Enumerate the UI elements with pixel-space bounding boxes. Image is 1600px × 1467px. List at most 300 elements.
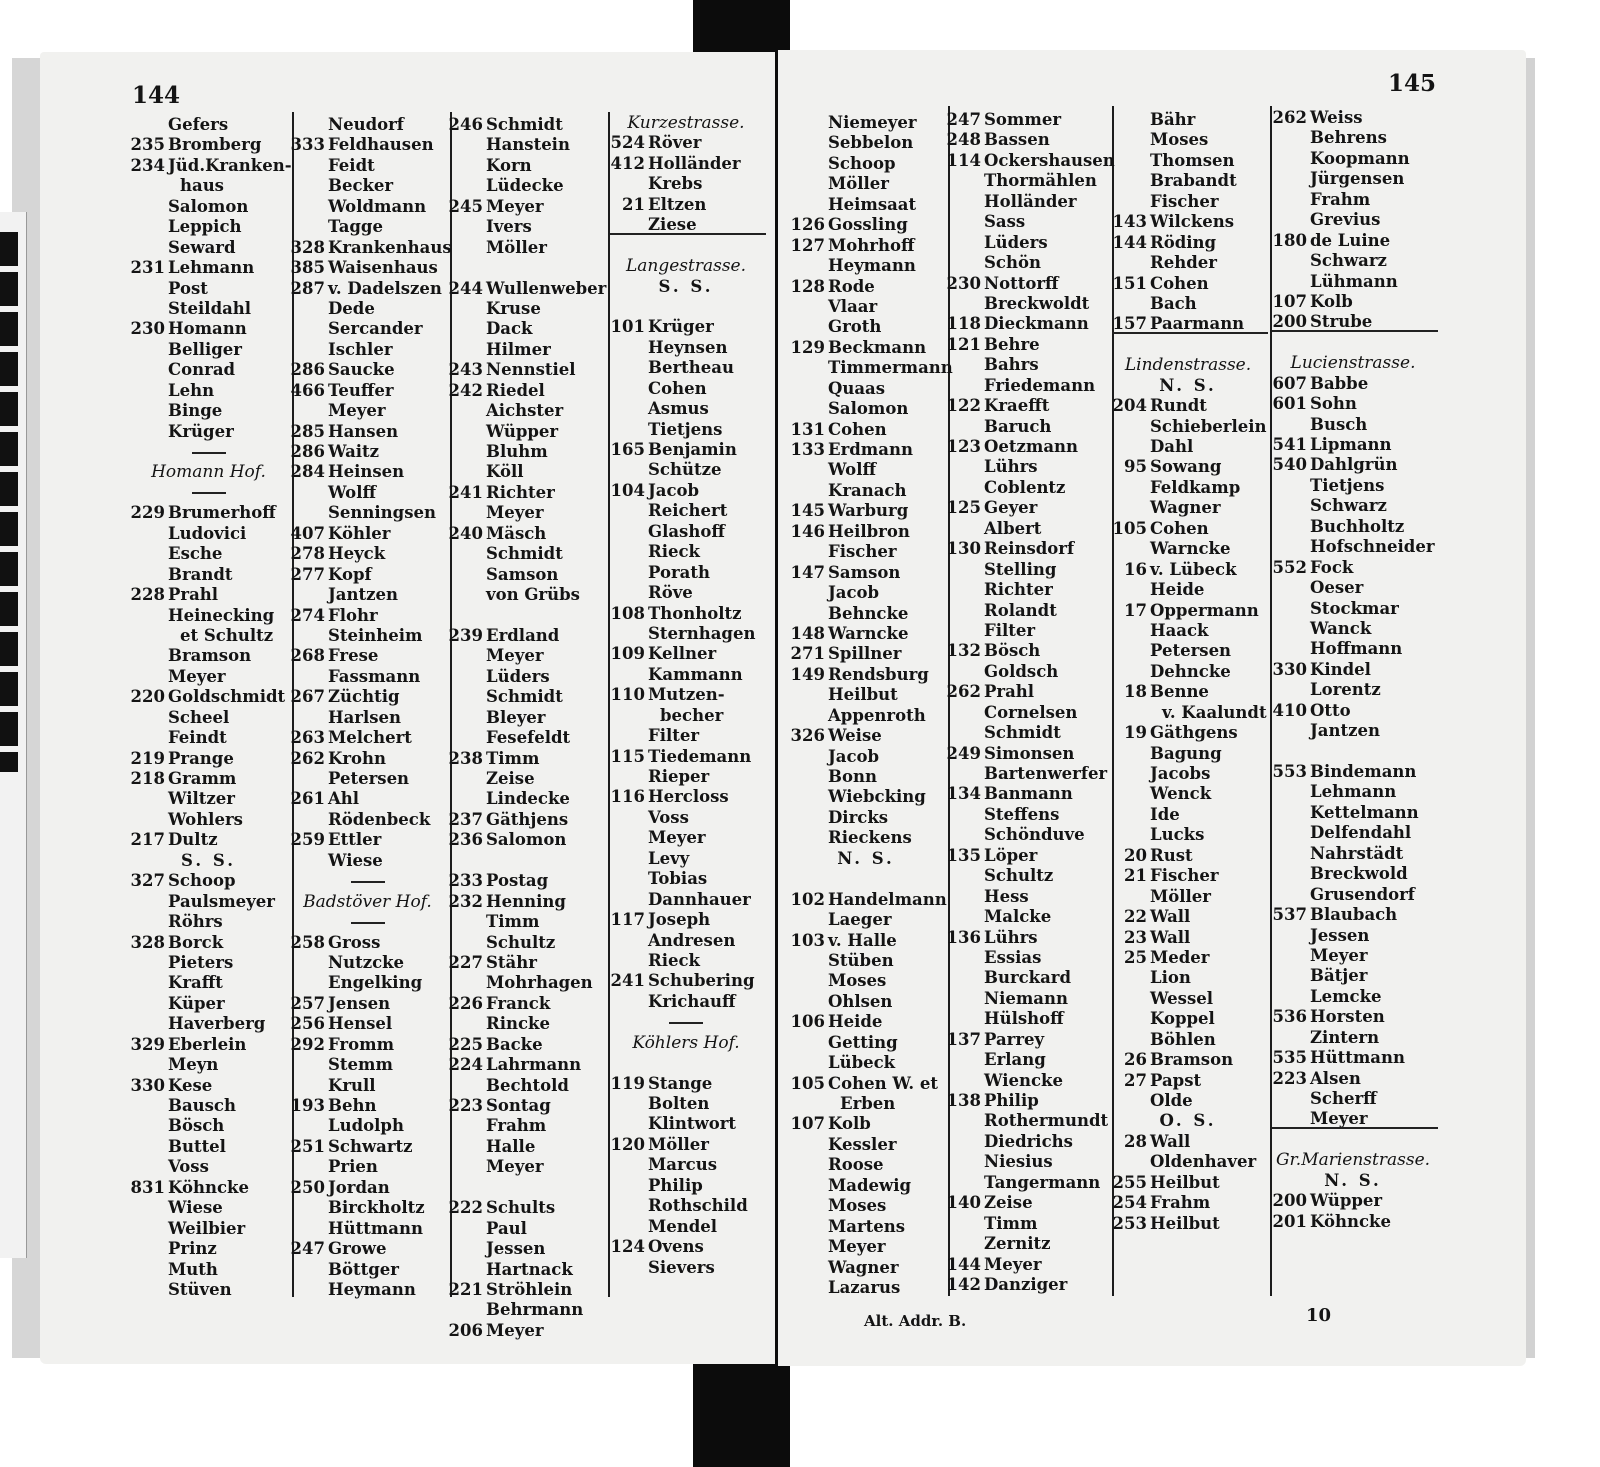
house-number: 143 (1112, 212, 1147, 232)
resident-name: becher (660, 705, 724, 725)
directory-entry (444, 156, 607, 176)
house-number: 106 (790, 1012, 825, 1032)
resident-name: Rothschild (648, 1196, 748, 1216)
directory-entry (786, 890, 946, 910)
directory-entry (786, 1278, 946, 1298)
resident-name: Birckholtz (328, 1198, 425, 1218)
resident-name: Schwartz (328, 1136, 413, 1156)
directory-entry (786, 542, 946, 562)
house-number: 136 (946, 927, 981, 947)
house-number: 278 (290, 544, 325, 564)
directory-entry (286, 1035, 449, 1055)
spacer (606, 236, 766, 256)
resident-name: Waitz (328, 442, 380, 461)
directory-entry (126, 258, 291, 278)
house-number: 20 (1124, 845, 1147, 865)
directory-entry (786, 767, 946, 787)
directory-entry (1268, 455, 1438, 475)
directory-entry (444, 933, 607, 953)
resident-name: Meyer (486, 196, 544, 216)
resident-name: Busch (1310, 414, 1368, 434)
directory-entry (444, 1300, 607, 1320)
resident-name: Wall (1150, 1131, 1191, 1151)
resident-name: Heymann (328, 1279, 416, 1299)
directory-entry (1108, 274, 1268, 294)
resident-name: Appenroth (828, 705, 926, 725)
resident-name: Bausch (168, 1096, 236, 1115)
directory-entry (286, 1280, 449, 1300)
resident-name: Mutzen- (648, 685, 725, 705)
house-number: 219 (130, 748, 165, 768)
directory-entry (606, 869, 766, 889)
resident-name: Bleyer (486, 707, 546, 727)
house-number: 326 (790, 726, 825, 746)
spacer (1268, 1130, 1438, 1150)
directory-entry (942, 1214, 1110, 1234)
resident-name: Voss (168, 1157, 209, 1177)
resident-name: Korn (486, 155, 532, 175)
house-number: 239 (448, 625, 483, 645)
directory-entry (1108, 948, 1268, 968)
divider-rule (286, 871, 449, 891)
directory-entry (126, 749, 291, 769)
house-number: 103 (790, 930, 825, 950)
directory-entry (444, 892, 607, 912)
resident-name: Stüben (828, 950, 894, 970)
directory-entry (1268, 272, 1438, 292)
resident-name: Binge (168, 401, 223, 421)
resident-name: v. Kaalundt (1162, 702, 1267, 722)
directory-entry (286, 258, 449, 278)
directory-entry (126, 1055, 291, 1075)
resident-name: Hartnack (486, 1259, 573, 1279)
resident-name: Bach (1150, 293, 1197, 313)
resident-name: Saucke (328, 360, 395, 380)
resident-name: Richter (984, 580, 1053, 600)
resident-name: Dehncke (1150, 661, 1231, 681)
signature-mark: 10 (1306, 1305, 1332, 1326)
directory-entry (1108, 928, 1268, 948)
resident-name: Meyn (168, 1055, 219, 1075)
street-heading (606, 1033, 766, 1053)
directory-entry (1268, 435, 1438, 455)
resident-name: Neudorf (328, 115, 404, 134)
house-number: 19 (1124, 723, 1147, 743)
directory-entry (606, 910, 766, 930)
directory-entry (942, 314, 1110, 334)
resident-name: Behrens (1310, 128, 1387, 148)
resident-name: de Luine (1310, 230, 1391, 250)
house-number: 250 (290, 1177, 325, 1197)
resident-name: Jacobs (1150, 764, 1211, 783)
house-number: 537 (1272, 905, 1307, 925)
resident-name: Conrad (168, 360, 236, 380)
resident-name: Brumerhoff (168, 503, 276, 523)
directory-entry (1268, 926, 1438, 946)
resident-name: Niesius (984, 1152, 1053, 1172)
resident-name: Wiebcking (828, 787, 926, 807)
directory-entry (126, 544, 291, 564)
directory-entry (606, 460, 766, 480)
directory-entry (606, 1196, 766, 1216)
directory-entry (286, 789, 449, 809)
resident-name: Bösch (168, 1116, 225, 1136)
house-number: 262 (946, 682, 981, 702)
resident-name: Wagner (828, 1257, 899, 1277)
directory-entry (1108, 539, 1268, 559)
resident-name: Schoop (828, 153, 896, 173)
resident-name: Holländer (984, 191, 1077, 211)
resident-name: Haack (1150, 620, 1209, 640)
resident-name: Köll (486, 462, 524, 482)
house-number: 95 (1124, 457, 1147, 477)
resident-name: Schieberlein (1150, 416, 1267, 436)
resident-name: Vlaar (828, 296, 878, 316)
resident-name: Sowang (1150, 457, 1222, 477)
house-number: 128 (790, 276, 825, 296)
resident-name: Diedrichs (984, 1131, 1073, 1151)
resident-name: Erdmann (828, 440, 913, 459)
directory-entry (786, 624, 946, 644)
directory-entry (606, 992, 766, 1012)
resident-name: Hüttmann (1310, 1048, 1405, 1068)
directory-entry (1108, 417, 1268, 437)
resident-name: Röve (648, 583, 693, 603)
resident-name: Harlsen (328, 707, 402, 727)
resident-name: Hoffmann (1310, 639, 1403, 659)
directory-entry (286, 810, 449, 830)
directory-entry (444, 319, 607, 339)
resident-name: Wagner (1150, 498, 1221, 518)
house-number: 248 (946, 130, 981, 150)
house-number: 284 (290, 462, 325, 482)
directory-entry (786, 951, 946, 971)
house-number: 540 (1272, 455, 1307, 475)
resident-name: Baruch (984, 416, 1052, 436)
resident-name: Oppermann (1150, 600, 1259, 620)
directory-entry (286, 401, 449, 421)
resident-name: Prahl (984, 682, 1035, 702)
resident-name: Cohen W. et (828, 1073, 938, 1093)
resident-name: Rincke (486, 1014, 550, 1034)
street-name: Kurzestrasse. (627, 113, 745, 133)
directory-entry (286, 299, 449, 319)
side-marker (1108, 376, 1268, 396)
directory-entry (606, 501, 766, 521)
directory-column-2 (286, 115, 452, 1300)
directory-entry (1108, 682, 1268, 702)
resident-name: Jürgensen (1310, 169, 1405, 189)
house-number: 220 (130, 687, 165, 707)
resident-name: Essias (984, 947, 1042, 967)
house-number: 285 (290, 421, 325, 441)
directory-entry (606, 747, 766, 767)
resident-name: Lahrmann (486, 1055, 582, 1075)
house-number: 328 (290, 237, 325, 257)
directory-entry (126, 789, 291, 809)
directory-entry (606, 317, 766, 337)
directory-entry (1268, 966, 1438, 986)
directory-entry (126, 585, 291, 605)
house-number: 134 (946, 784, 981, 804)
directory-entry (786, 113, 946, 133)
resident-name: Malcke (984, 907, 1052, 927)
house-number: 287 (290, 278, 325, 298)
house-number: 241 (448, 482, 483, 502)
directory-entry (1108, 314, 1268, 334)
resident-name: Steildahl (168, 298, 252, 318)
directory-entry (444, 483, 607, 503)
house-number: 135 (946, 845, 981, 865)
resident-name: Bramson (168, 646, 252, 666)
resident-name: Spillner (828, 644, 902, 664)
resident-name: Wanck (1310, 618, 1372, 638)
resident-name: Ettler (328, 830, 382, 850)
house-number: 536 (1272, 1007, 1307, 1027)
directory-entry (606, 706, 766, 726)
resident-name: Lüders (984, 232, 1048, 252)
directory-entry (286, 830, 449, 850)
resident-name: Becker (328, 176, 394, 196)
resident-name: Rieck (648, 542, 700, 562)
house-number: 251 (290, 1136, 325, 1156)
directory-entry (942, 784, 1110, 804)
resident-name: Köhncke (1310, 1211, 1391, 1231)
house-number: 115 (610, 746, 645, 766)
resident-name: Blaubach (1310, 905, 1398, 925)
directory-entry (126, 892, 291, 912)
directory-entry (126, 1035, 291, 1055)
resident-name: Krull (328, 1075, 376, 1095)
house-number: 140 (946, 1193, 981, 1213)
resident-name: Sebbelon (828, 133, 914, 153)
resident-name: Kolb (828, 1114, 871, 1134)
resident-name: Behrmann (486, 1300, 584, 1320)
resident-name: Sohn (1310, 394, 1357, 414)
resident-name: Martens (828, 1216, 906, 1236)
house-number: 200 (1272, 312, 1307, 332)
resident-name: Mohrhoff (828, 235, 915, 255)
directory-entry (286, 524, 449, 544)
resident-name: Kranach (828, 480, 907, 500)
directory-entry (1108, 744, 1268, 764)
directory-entry (286, 769, 449, 789)
resident-name: Bluhm (486, 442, 548, 461)
resident-name: Heymann (828, 256, 916, 276)
house-number: 329 (130, 1034, 165, 1054)
resident-name: Petersen (328, 769, 410, 788)
directory-entry (1268, 374, 1438, 394)
resident-name: Olde (1150, 1091, 1193, 1110)
resident-name: Stüven (168, 1279, 232, 1299)
house-number: 230 (130, 319, 165, 339)
resident-name: Bertheau (648, 358, 734, 378)
resident-name: Samson (828, 562, 901, 582)
resident-name: Hülshoff (984, 1009, 1064, 1029)
resident-name: Stähr (486, 952, 537, 972)
directory-entry (126, 1137, 291, 1157)
directory-entry (942, 1111, 1110, 1131)
directory-entry (1108, 887, 1268, 907)
directory-entry (126, 708, 291, 728)
resident-name: Heinsen (328, 462, 405, 482)
resident-name: Möller (486, 237, 547, 257)
directory-entry (786, 1217, 946, 1237)
directory-entry (786, 1012, 946, 1032)
directory-entry (444, 1239, 607, 1259)
directory-entry (1268, 987, 1438, 1007)
house-number: 204 (1112, 396, 1147, 416)
house-number: 22 (1124, 907, 1147, 927)
directory-entry (606, 1217, 766, 1237)
house-number: 271 (790, 644, 825, 664)
directory-entry (444, 299, 607, 319)
directory-entry (286, 340, 449, 360)
resident-name: Ockershausen (984, 150, 1115, 170)
resident-name: Teuffer (328, 380, 394, 400)
directory-entry (606, 1114, 766, 1134)
resident-name: Jessen (1310, 925, 1370, 945)
directory-entry (444, 953, 607, 973)
street-name: Köhlers Hof. (632, 1032, 740, 1053)
directory-entry (286, 544, 449, 564)
resident-name: Möller (828, 174, 889, 194)
resident-name: Fischer (828, 542, 897, 562)
resident-name: Gäthgens (1150, 723, 1238, 743)
directory-entry (1268, 190, 1438, 210)
resident-name: Buttel (168, 1136, 226, 1156)
directory-entry (286, 749, 449, 769)
directory-entry (942, 1193, 1110, 1213)
resident-name: Wolff (328, 482, 377, 502)
house-number: 206 (448, 1320, 483, 1340)
directory-entry (444, 1076, 607, 1096)
resident-name: Stockmar (1310, 598, 1399, 618)
street-name: Badstöver Hof. (303, 891, 432, 912)
directory-entry (942, 212, 1110, 232)
directory-entry (126, 830, 291, 850)
directory-entry (1108, 396, 1268, 416)
resident-name: Meyer (486, 1320, 544, 1340)
directory-entry (1108, 233, 1268, 253)
directory-entry (1268, 1048, 1438, 1068)
resident-name: Rehder (1150, 253, 1217, 273)
directory-entry (444, 1137, 607, 1157)
resident-name: Salomon (486, 830, 567, 850)
directory-entry (1108, 1050, 1268, 1070)
directory-entry (1108, 723, 1268, 743)
resident-name: v. Halle (828, 930, 897, 950)
directory-entry (942, 457, 1110, 477)
resident-name: Lipmann (1310, 435, 1392, 454)
directory-entry (942, 1050, 1110, 1070)
directory-entry (606, 951, 766, 971)
directory-entry (286, 1239, 449, 1259)
resident-name: Wiese (328, 850, 383, 870)
directory-entry (444, 646, 607, 666)
resident-name: Sternhagen (648, 623, 756, 643)
directory-entry (444, 973, 607, 993)
resident-name: Brandt (168, 564, 233, 584)
directory-entry (126, 728, 291, 748)
resident-name: Groth (828, 317, 882, 337)
directory-entry (286, 728, 449, 748)
resident-name: Warburg (828, 501, 909, 521)
directory-entry (1268, 946, 1438, 966)
directory-entry (606, 849, 766, 869)
resident-name: Ströhlein (486, 1279, 573, 1299)
resident-name: Steinheim (328, 625, 423, 645)
directory-entry (1268, 169, 1438, 189)
directory-entry (126, 973, 291, 993)
resident-name: Prinz (168, 1239, 217, 1259)
directory-entry (286, 606, 449, 626)
directory-entry (286, 319, 449, 339)
directory-entry (606, 195, 766, 215)
directory-entry (786, 154, 946, 174)
resident-name: Nutzcke (328, 952, 405, 972)
resident-name: Gramm (168, 769, 237, 788)
directory-entry (1108, 151, 1268, 171)
resident-name: Stemm (328, 1055, 393, 1075)
house-number: 217 (130, 830, 165, 850)
resident-name: Post (168, 278, 208, 298)
house-number: 246 (448, 115, 483, 134)
directory-entry (786, 910, 946, 930)
resident-name: Bassen (984, 130, 1050, 150)
directory-entry (942, 744, 1110, 764)
resident-name: Timm (486, 912, 540, 932)
resident-name: Krüger (648, 317, 714, 337)
resident-name: Heilbron (828, 521, 910, 541)
street-heading (1268, 353, 1438, 373)
resident-name: Petersen (1150, 641, 1232, 661)
resident-name: Wall (1150, 927, 1191, 947)
house-number: 127 (790, 235, 825, 255)
directory-entry (444, 912, 607, 932)
resident-name: Jacob (828, 746, 880, 766)
house-number: 124 (610, 1237, 645, 1257)
street-name: Langestrasse. (625, 256, 747, 277)
directory-entry (606, 1094, 766, 1114)
resident-name: Postag (486, 871, 549, 891)
directory-entry (1268, 210, 1438, 230)
directory-entry (786, 1176, 946, 1196)
directory-entry (942, 887, 1110, 907)
street-heading (606, 113, 766, 133)
resident-name: Dieckmann (984, 314, 1089, 334)
side-marker (126, 851, 291, 871)
house-number: 146 (790, 521, 825, 541)
resident-name: Marcus (648, 1155, 717, 1175)
directory-entry (1108, 560, 1268, 580)
resident-name: Lehmann (168, 258, 255, 278)
directory-entry (286, 933, 449, 953)
house-number: 116 (610, 787, 645, 807)
directory-entry (126, 176, 291, 196)
resident-name: Lemcke (1310, 986, 1382, 1006)
directory-entry (606, 685, 766, 705)
directory-entry (1268, 517, 1438, 537)
house-number: 258 (290, 932, 325, 952)
resident-name: Sommer (984, 110, 1062, 129)
resident-name: Rieper (648, 767, 710, 786)
house-number: 330 (130, 1075, 165, 1095)
directory-entry (606, 665, 766, 685)
directory-entry (942, 519, 1110, 539)
resident-name: Meyer (486, 503, 544, 523)
house-number: 243 (448, 360, 483, 380)
